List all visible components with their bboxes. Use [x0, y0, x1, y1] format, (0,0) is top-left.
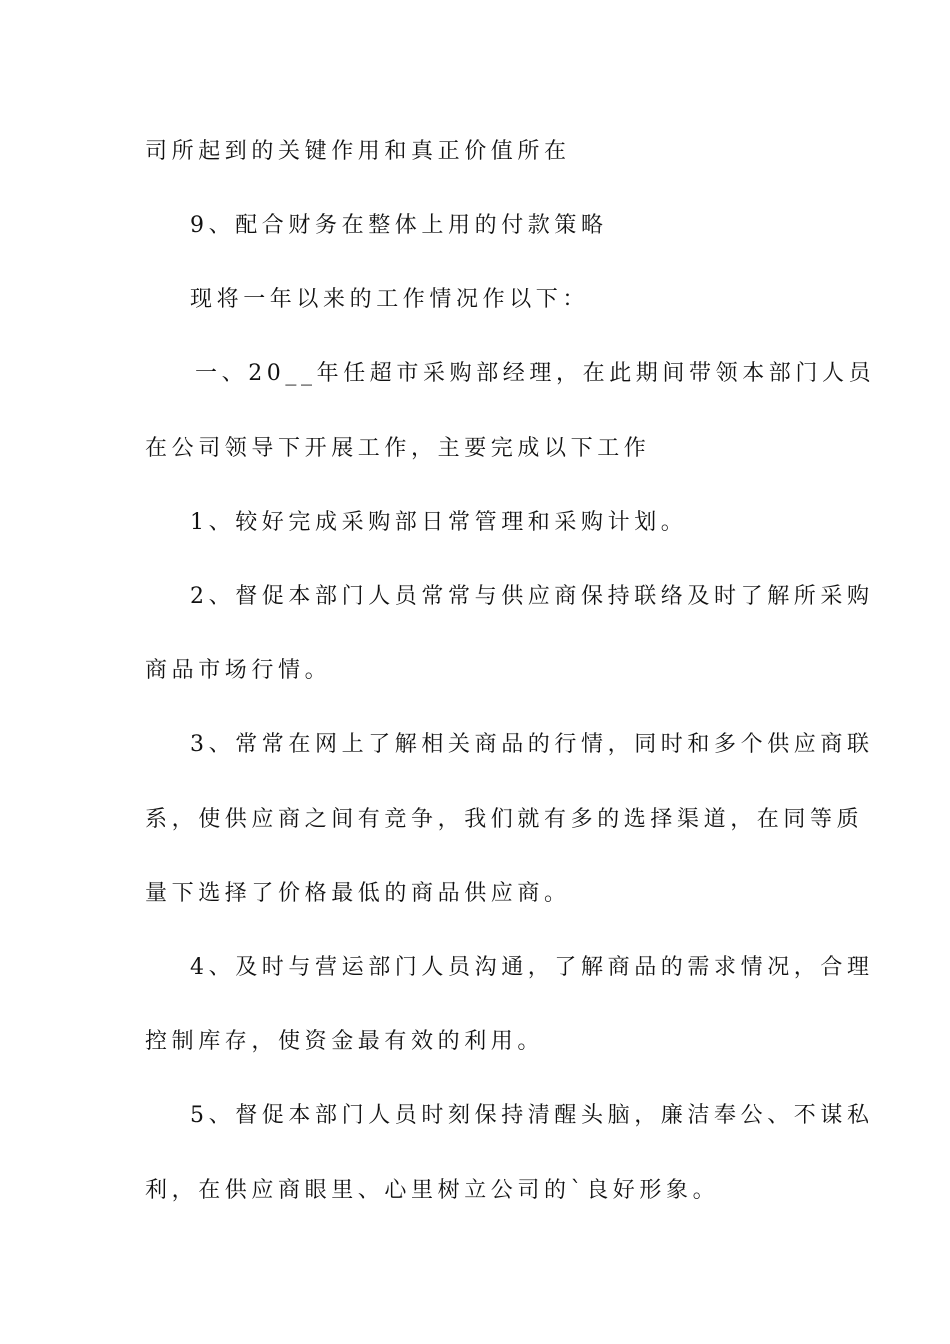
paragraph-line: 4、及时与营运部门人员沟通，了解商品的需求情况，合理 [190, 955, 874, 980]
paragraph-line: 系，使供应商之间有竞争，我们就有多的选择渠道，在同等质 [145, 807, 864, 832]
paragraph-line: 5、督促本部门人员时刻保持清醒头脑，廉洁奉公、不谋私 [190, 1103, 874, 1128]
paragraph-line: 一、20__年任超市采购部经理，在此期间带领本部门人员 [195, 361, 876, 386]
paragraph-line: 商品市场行情。 [145, 658, 332, 683]
paragraph-line: 2、督促本部门人员常常与供应商保持联络及时了解所采购 [190, 584, 874, 609]
paragraph-line: 3、常常在网上了解相关商品的行情，同时和多个供应商联 [190, 732, 874, 757]
paragraph-line: 9、配合财务在整体上用的付款策略 [190, 213, 608, 238]
paragraph-line: 利，在供应商眼里、心里树立公司的`良好形象。 [145, 1178, 720, 1203]
paragraph-line: 控制库存，使资金最有效的利用。 [145, 1029, 545, 1054]
paragraph-line: 现将一年以来的工作情况作以下： [190, 287, 590, 312]
paragraph-line: 量下选择了价格最低的商品供应商。 [145, 881, 571, 906]
paragraph-line: 在公司领导下开展工作，主要完成以下工作 [145, 436, 651, 461]
paragraph-line: 1、较好完成采购部日常管理和采购计划。 [190, 510, 688, 535]
paragraph-line: 司所起到的关键作用和真正价值所在 [145, 139, 571, 164]
